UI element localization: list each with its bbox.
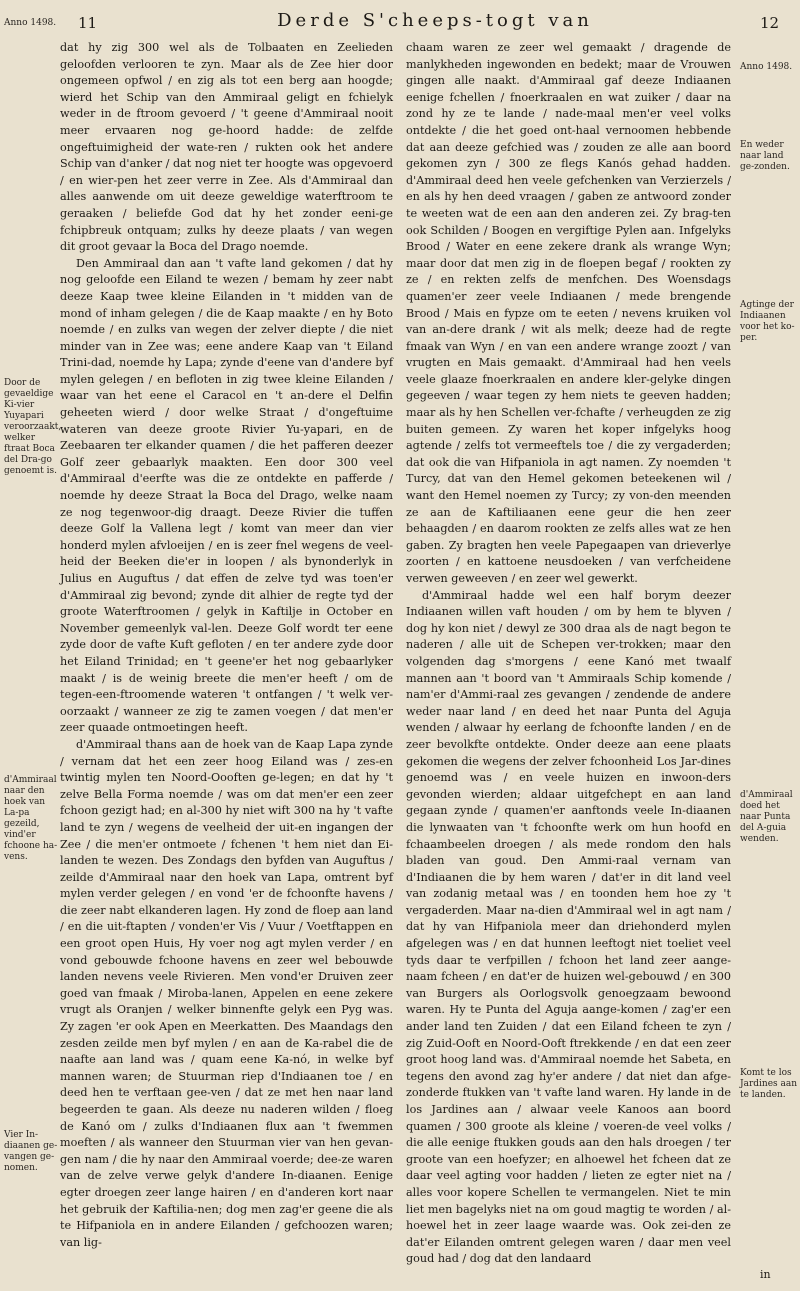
text-column-left (60, 40, 393, 1251)
paragraph: chaam waren ze zeer wel gemaakt / dragende de manlykheden ingewonden en bedekt; maar de Vrouwen gingen alle naakt. d'Ammiraal gaf deeze Indiaanen eenige fchellen / fnoerkraalen en wat zuiker / daar na zond hy ze te lande / nade-maal men'er veel volks ontdekte / die het goed ont-haal vernoomen hebbende dat aan deeze gefchied was / zouden ze alle aan boord gekomen zyn / 300 ze flegs Kanós gehad hadden. d'Ammiraal deed hen veele gefchenken van Verzierzels / en als hy hen deed vraagen / gaben ze antwoord zonder te weeten wat de een aan den anderen zei. Zy brag-ten ook Schilden / Boogen en vergiftige Pylen aan. Infgelyks Brood / Water en eene zekere drank als wrange Wyn; maar door dat men zig in de floepen begaf / rookten zy ze / en rekten zelfs de menfchen. Des Woensdags quamen'er zeer veele Indiaanen / mede brengende Brood / Mais en fypze om te eeten / nevens kruiken vol van an-dere drank / wit als melk; deeze had de regte fmaak van Wyn / en van een andere wrange zoozt / van vrugten en Mais gemaakt. d'Ammiraal had hen veels veele glaaze fnoerkraalen en andere kler-gelyke dingen gegeeven / waar tegen zy hem niets te geeven hadden; maar als hy hen Schellen ver-fchafte / verheugden ze zig buiten gemeen. Zy waren het koper infgelyks hoog agtende / zelfs tot vermeeftels toe / die zy vergaderden; dat ook die van Hifpaniola in agt namen. Zy noemden 't Turcy, dat van den Hemel gekomen beteekenen wil / want den Hemel noemen zy Turcy; zy von-den meenden ze aan de Kaftiliaanen eene geur die hen zeer behaagden / en daarom rookten ze zelfs alles wat ze hen gaben. Zy bragten hen veele Papegaapen van drieverlye zoorten / en kattoene neusdoeken / van verfcheidene verwen geweeven / en zeer wel gewerkt. (406, 41, 731, 585)
margin-note-agtinge-koper: Agtinge der Indiaanen voor het ko-per. (740, 300, 795, 343)
margin-note-punta-del-aguia: d'Ammiraal doed het naar Punta del A-guia wenden. (740, 790, 793, 844)
margin-note-los-jardines: Komt te los Jardines aan te landen. (740, 1068, 798, 1100)
running-title: Derde S'cheeps-togt van (277, 10, 593, 31)
margin-note-boca-del-drago: Door de gevaeldige Ki-vier Yuyapari veroorzaakt, welker ftraat Boca del Dra-go genoemt is. (4, 378, 62, 476)
page-number-left: 11 (78, 14, 98, 32)
text-column-right (406, 40, 731, 1268)
page-header (0, 10, 800, 38)
catchword: in (760, 1268, 771, 1281)
paragraph: dat hy zig 300 wel als de Tolbaaten en Zeelieden geloofden verlooren te zyn. Maar als de Zee hier door ongemeen opfwol / en zig als tot een berg aan hoogde; wierd het Schip van den Ammiraal geligt en fchielyk weder in de ftroom gevoerd / 't geene d'Ammiraal nooit meer ervaaren nog ge-hoord hadde: de zelfde ongeftuimigheid der wate-ren / rukten ook het andere Schip van d'anker / dat nog niet ter hoogte was opgevoerd / en wier-pen het zeer verre in Zee. Als d'Ammiraal dan alles aanwende om uit deeze geweldige waterftroom te geraaken / beliefde God dat hy het zonder eeni-ge fchipbreuk ontquam; zulks hy deeze plaats / van wegen dit groot gevaar la Boca del Drago noemde. (60, 41, 393, 254)
paragraph: d'Ammiraal hadde wel een half borym deezer Indiaanen willen vaft houden / om by hem te blyven / dog hy kon niet / dewyl ze 300 draa als de nagt begon te naderen / alle uit de Schepen ver-trokken; maar den volgenden dag s'morgens / eene Kanó met twaalf mannen aan 't boord van 't Ammiraals Schip komende / nam'er d'Ammi-raal zes gevangen / zendende de andere weder naar land / en deed het naar Punta del Aguja wenden / alwaar hy eerlang de fchoonfte landen / en de zeer bevolkfte ontdekte. Onder deeze aan eene plaats gekomen die wegens der zelver fchoonheid Los Jar-dines genoemd was / en veele huizen en inwoon-ders gevonden wierden; aldaar uitgefchept en aan land gegaan zynde / quamen'er aanftonds veele In-diaanen die lynwaaten van 't fchoonfte werk om hun hoofd en fchaambeelen droegen / als mede rondom den hals bladen van goud. Den Ammi-raal vernam van d'Indiaanen die by hem waren / dat'er in dit land veel van zodanig metaal was / en toonden hem hoe zy 't vergaderden. Maar na-dien d'Ammiraal wel in agt nam / dat hy van Hifpaniola meer dan driehonderd mylen afgelegen was / en dat hunnen leeftogt niet toeliet veel tyds daar te verfpillen / fchoon het land zeer aange-naam fcheen / en dat'er de huizen wel-gebouwd / en 300 van Burgers als Oorlogsvolk genoegzaam bewoond waren. Hy te Punta del Aguja aange-komen / zag'er een ander land ten Zuiden / dat een Eiland fcheen te zyn / zig Zuid-Ooft en Noord-Ooft ftrekkende / en dat een zeer groot hoog land was. d'Ammiraal noemde het Sabeta, en tegens den avond zag hy'er andere / dat niet dan afge-zonderde ftukken van 't vafte land waren. Hy lande in de los Jardines aan / alwaar veele Kanoos aan boord quamen / 300 groote als kleine / voeren-de veel volks / die alle eenige ftukken gouds aan den hals droegen / ter groote van een hoefyzer; en alhoewel het fcheen dat ze daar veel agting voor hadden / lieten ze egter niet na / alles voor kopere Schellen te vermangelen. Niet te min liet men bagelyks niet na om goud magtig te worden / al-hoewel het in zeer laage waarde was. Ook zei-den ze dat'er Eilanden omtrent gelegen waren / daar men veel goud had / dog dat den landaard (406, 588, 731, 1266)
margin-note-vier-indiaanen: Vier In-diaanen ge-vangen ge-nomen. (4, 1130, 58, 1173)
margin-note-weder-naar-land: En weder naar land ge-zonden. (740, 140, 790, 172)
page-number-right: 12 (760, 14, 780, 32)
anno-note-left: Anno 1498. (4, 18, 57, 28)
margin-note-amiraal-lapa: d'Ammiraal naar den hoek van La-pa gezeild, vind'er fchoone ha-vens. (4, 775, 58, 862)
paragraph: Den Ammiraal dan aan 't vafte land gekomen / dat hy nog geloofde een Eiland te wezen / bemam hy zeer nabt deeze Kaap twee kleine Eilanden in 't midden van de mond of inham gelegen / die de Kaap maakte / en hy Boto noemde / en zulks van wegen der zelver diepte / die niet minder van in Zee was; eene andere Kaap van 't Eiland Trini-dad, noemde hy Lapa; zynde d'eene van d'andere byf mylen gelegen / en befloten in zig twee kleine Eilanden / waar van het eene el Caracol en 't an-dere el Delfin geheeten wierd / door welke Straat / d'ongeftuime wateren van deeze groote Rivier Yu-yapari, en de Zeebaaren ter elkander quamen / die het pafferen deezer Golf zeer gebaarlyk maakten. Een door 300 veel d'Ammiraal d'eerfte was die ze ontdekte en pafferde / noemde hy deeze Straat la Boca del Drago, welke naam ze nog tegenwoor-dig draagt. Deeze Rivier die tuffen deeze Golf la Vallena legt / komt van meer dan vier honderd mylen afvloeijen / en is zeer fnel wegens de veel-heid der Beeken die'er in loopen / als bynonderlyk in Julius en Auguftus / dat effen de zelve tyd was toen'er d'Ammiraal zig bevond; zynde dit alhier de regte tyd der groote Waterftroomen / gelyk in Kaftilje in October en November gemeenlyk val-len. Deeze Golf wordt ter eene zyde door de vafte Kuft gefloten / en ter andere zyde door het Eiland Trinidad; en 't geene'er het nog gebaarlyker maakt / is de weinig breete die men'er heeft / om de tegen-een-ftroomende wateren 't ontfangen / 't welk ver-oorzaakt / wanneer ze zig te zamen voegen / dat men'er zeer quaade ontmoetingen heeft. (60, 256, 393, 735)
paragraph: d'Ammiraal thans aan de hoek van de Kaap Lapa zynde / vernam dat het een zeer hoog Eiland was / zes-en twintig mylen ten Noord-Oooften ge-legen; en dat hy 't zelve Bella Forma noemde / was om dat men'er een zeer fchoon gezigt had; en al-300 hy niet wift 300 na hy 't vafte land te zyn / wegens de veelheid der uit-en ingangen der Zee / die men'er ontmoete / fchenen 't hem niet dan Ei-landen te wezen. Des Zondags den byfden van Auguftus / zeilde d'Ammiraal naar den hoek van Lapa, omtrent byf mylen verder gelegen / en vond 'er de fchoonfte havens / die zeer nabt elkanderen lagen. Hy zond de floep aan land / en die uit-ftapten / vonden'er Vis / Vuur / Voetftappen en een groot open Huis, Hy voer nog agt mylen verder / en vond gebouwde fchoone havens en zeer wel bebouwde landen nevens veele Rivieren. Men vond'er Druiven zeer goed van fmaak / Miroba-lanen, Appelen en eene zekere vrugt als Oranjen / welker binnenfte gelyk een Pyg was. Zy zagen 'er ook Apen en Meerkatten. Des Maandags den zesden zeilde men byf mylen / en aan de Ka-rabel die de naafte aan land was / quam eene Ka-nó, in welke byf mannen waren; de Stuurman riep d'Indiaanen toe / en deed hen te verftaan gee-ven / dat ze met hen naar land begeerden te gaan. Als deeze nu naderen wilden / floeg de Kanó om / zulks d'Indiaanen flux aan 't fwemmen moeften / als wanneer den Stuurman vier van hen gevan-gen nam / die hy naar den Ammiraal voerde; dee-ze waren van de zelve verwe gelyk d'andere In-diaanen. Eenige egter droegen zeer lange hairen / en d'anderen kort naar het gebruik der Kaftilia-nen; dog men zag'er geene die als te Hifpaniola en in andere Eilanden / gefchoozen waren; van lig- (60, 737, 393, 1249)
anno-note-right: Anno 1498. (740, 62, 793, 72)
